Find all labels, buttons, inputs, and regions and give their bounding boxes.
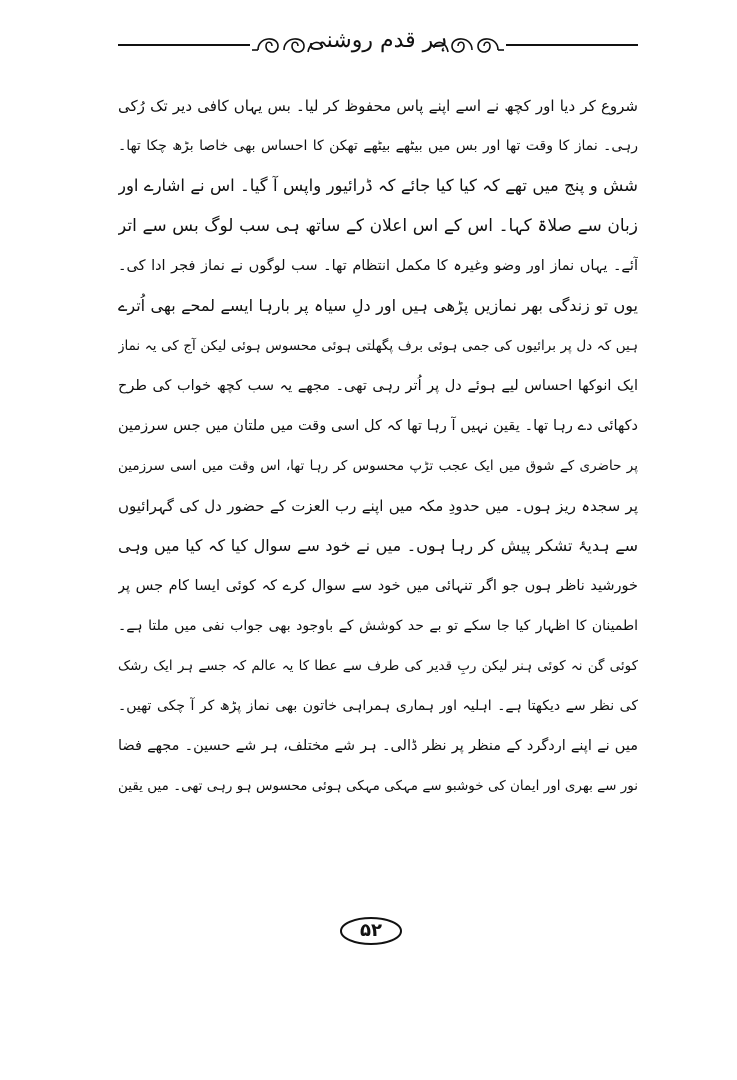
text-line: زبان سے صلاۃ کہا۔ اس کے اس اعلان کے ساتھ ہی سب لوگ بس سے اتر: [118, 216, 638, 236]
text-line: یوں تو زندگی بھر نمازیں پڑھی ہیں اور دلِ سیاہ پر بارہا ایسے لمحے بھی اُترے: [118, 296, 638, 315]
page-body-text: [118, 86, 638, 908]
header-rule-right: [506, 44, 638, 46]
header-rule-left: [118, 44, 250, 46]
text-line: شش و پنج میں تھے کہ کیا کیا جائے کہ ڈرائیور واپس آ گیا۔ اس نے اشارے اور: [118, 176, 638, 195]
text-line: پر حاضری کے شوق میں ایک عجب تڑپ محسوس کر رہا تھا، اس وقت میں اسی سرزمین: [118, 458, 638, 474]
text-line: ایک انوکھا احساس لیے ہوئے دل پر اُتر رہی تھی۔ مجھے یہ سب کچھ خواب کی طرح: [118, 378, 638, 394]
text-line: خورشید ناظر ہوں جو اگر تنہائی میں خود سے سوال کرے کہ کوئی ایسا کام جس پر: [118, 578, 638, 594]
text-line: اطمینان کا اظہار کیا جا سکے تو بے حد کوشش کے باوجود بھی جواب نفی میں ملتا ہے۔: [118, 618, 638, 634]
text-line: میں نے اپنے اردگرد کے منظر پر نظر ڈالی۔ ہر شے مختلف، ہر شے حسین۔ مجھے فضا: [118, 738, 638, 754]
text-line: پر سجدہ ریز ہوں۔ میں حدودِ مکہ میں اپنے رب العزت کے حضور دل کی گہرائیوں: [118, 497, 638, 515]
text-line: دکھائی دے رہا تھا۔ یقین نہیں آ رہا تھا کہ کل اسی وقت میں ملتان میں جس سرزمین: [118, 418, 638, 434]
page-number-badge: [339, 916, 403, 946]
text-line: سے ہدیۂ تشکر پیش کر رہا ہوں۔ میں نے خود سے سوال کیا کہ کیا میں وہی: [118, 536, 638, 555]
text-line: آئے۔ یہاں نماز اور وضو وغیرہ کا مکمل انتظام تھا۔ سب لوگوں نے نماز فجر ادا کی۔: [118, 258, 638, 274]
text-line: کی نظر سے دیکھتا ہے۔ اہلیہ اور ہماری ہمراہی خاتون بھی نماز پڑھ کر آ چکی تھیں۔: [118, 698, 638, 714]
text-line: رہی۔ نماز کا وقت تھا اور بس میں بیٹھے بیٹھے تھکن کا احساس بھی خاصا بڑھ چکا تھا۔: [118, 138, 638, 154]
text-line: نور سے بھری اور ایمان کی خوشبو سے مہکی مہکی ہوئی محسوس ہو رہی تھی۔ میں یقین: [118, 778, 638, 794]
text-line: شروع کر دیا اور کچھ نے اسے اپنے پاس محفوظ کر لیا۔ بس یہاں کافی دیر تک رُکی: [118, 97, 638, 115]
page-number: ۵۲: [360, 920, 382, 941]
page-header: [118, 18, 638, 68]
page-header-title: ہر قدم روشنی: [308, 28, 448, 53]
text-line: ہیں کہ دل پر برائیوں کی جمی ہوئی برف پگھلتی ہوئی محسوس ہوئی لیکن آج کی یہ نماز: [118, 338, 638, 354]
text-line: کوئی گن نہ کوئی ہنر لیکن ربِ قدیر کی طرف سے عطا کا یہ عالم کہ جسے ہر ایک رشک: [118, 658, 638, 674]
